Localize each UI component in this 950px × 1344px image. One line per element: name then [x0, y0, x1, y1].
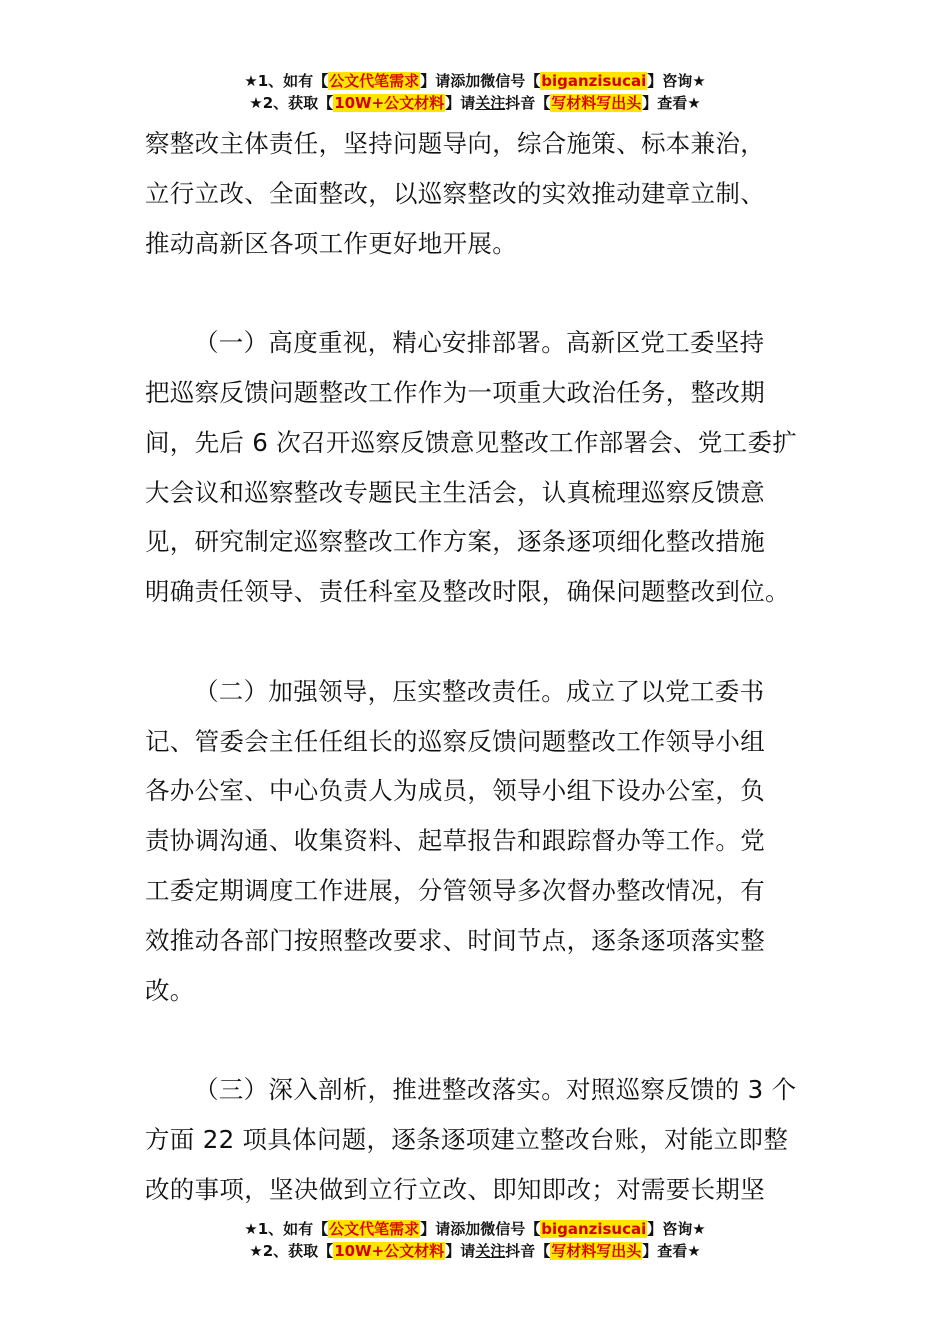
- promo-text: 】咨询★: [647, 72, 706, 90]
- section-1-heading-line: （一）高度重视，精心安排部署。高新区党工委坚持: [194, 328, 765, 358]
- promo-text: 】查看★: [642, 94, 701, 112]
- promo-text: 】请添加微信号【: [420, 72, 541, 90]
- section-1-line: 见，研究制定巡察整改工作方案，逐条逐项细化整改措施: [145, 527, 765, 557]
- promo-highlight: 公文代笔需求: [329, 1220, 420, 1238]
- section-1-line: 把巡察反馈问题整改工作作为一项重大政治任务，整改期: [145, 377, 765, 407]
- promo-line-2: [0, 1240, 950, 1262]
- document-body: [145, 119, 810, 1215]
- promo-text: 】查看★: [642, 1242, 701, 1260]
- intro-line: 察整改主体责任，坚持问题导向，综合施策、标本兼治，: [145, 129, 765, 158]
- promo-line-1: [0, 1218, 950, 1240]
- promo-text: ★2、获取【: [249, 1242, 334, 1260]
- section-3-heading-line: （三）深入剖析，推进整改落实。对照巡察反馈的 3 个: [194, 1075, 797, 1105]
- section-2-line: 效推动各部门按照整改要求、时间节点，逐条逐项落实整: [145, 925, 765, 955]
- promo-highlight: 10W+公文材料: [334, 1242, 445, 1260]
- section-3-line: 方面 22 项具体问题，逐条逐项建立整改台账，对能立即整: [145, 1124, 789, 1154]
- promo-highlight: 10W+公文材料: [334, 94, 445, 112]
- promo-text: ★1、如有【: [244, 1220, 329, 1238]
- promo-text: ★1、如有【: [244, 72, 329, 90]
- promo-text: 抖音【: [505, 94, 551, 112]
- section-3-line: 改的事项，坚决做到立行立改、即知即改；对需要长期坚: [145, 1174, 765, 1204]
- promo-text: 】请: [445, 1242, 476, 1260]
- section-2-line: 各办公室、中心负责人为成员，领导小组下设办公室，负: [145, 776, 765, 806]
- douyin-highlight: 写材料写出头: [551, 94, 642, 112]
- promo-text: 】咨询★: [647, 1220, 706, 1238]
- section-2-line: 改。: [145, 975, 195, 1005]
- section-2-line: 责协调沟通、收集资料、起草报告和跟踪督办等工作。党: [145, 826, 765, 856]
- promo-text: ★2、获取【: [249, 94, 334, 112]
- promo-text: 】请: [445, 94, 476, 112]
- section-2-line: 工委定期调度工作进展，分管领导多次督办整改情况，有: [145, 875, 765, 905]
- promo-line-1: [0, 70, 950, 92]
- section-2-heading-line: （二）加强领导，压实整改责任。成立了以党工委书: [194, 676, 765, 706]
- intro-line: 推动高新区各项工作更好地开展。: [145, 228, 517, 258]
- section-1-line: 大会议和巡察整改专题民主生活会，认真梳理巡察反馈意: [145, 477, 765, 507]
- promo-text: 】请添加微信号【: [420, 1220, 541, 1238]
- douyin-highlight: 写材料写出头: [551, 1242, 642, 1260]
- promo-text: 抖音【: [505, 1242, 551, 1260]
- wechat-id-highlight: biganzisucai: [541, 72, 647, 90]
- bottom-promo-banner: [0, 1218, 950, 1262]
- promo-underlined: 关注: [475, 1242, 506, 1260]
- promo-highlight: 公文代笔需求: [329, 72, 420, 90]
- section-1-line: 明确责任领导、责任科室及整改时限，确保问题整改到位。: [145, 577, 790, 607]
- wechat-id-highlight: biganzisucai: [541, 1220, 647, 1238]
- top-promo-banner: [0, 70, 950, 114]
- promo-line-2: [0, 92, 950, 114]
- section-2-line: 记、管委会主任任组长的巡察反馈问题整改工作领导小组: [145, 726, 765, 756]
- intro-line: 立行立改、全面整改，以巡察整改的实效推动建章立制、: [145, 178, 765, 208]
- promo-underlined: 关注: [475, 94, 506, 112]
- section-1-line: 间，先后 6 次召开巡察反馈意见整改工作部署会、党工委扩: [145, 427, 798, 457]
